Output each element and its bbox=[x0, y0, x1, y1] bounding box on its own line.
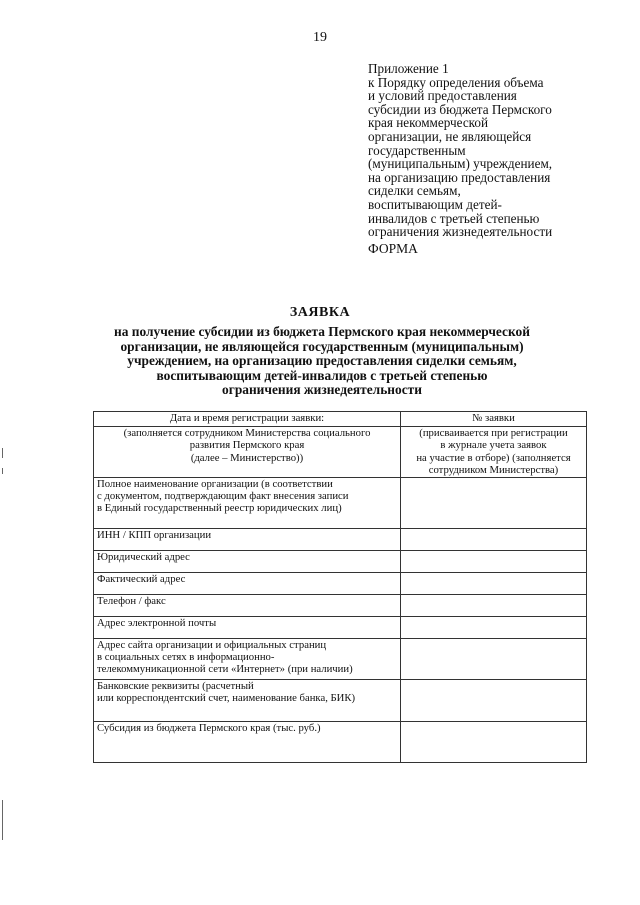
table-row bbox=[94, 638, 587, 679]
table-row bbox=[94, 528, 587, 550]
email-label: Адрес электронной почты bbox=[94, 616, 401, 638]
actual-address-field[interactable] bbox=[401, 572, 587, 594]
label-line: Адрес сайта организации и официальных страниц bbox=[97, 638, 327, 651]
label-line: в Единый государственный реестр юридических лиц) bbox=[97, 502, 342, 515]
website-label bbox=[94, 638, 401, 679]
application-number-header: № заявки bbox=[401, 412, 587, 427]
appendix-line: государственным bbox=[368, 142, 466, 158]
appendix-block bbox=[368, 62, 618, 239]
phone-fax-label: Телефон / факс bbox=[94, 594, 401, 616]
appendix-line: на организацию предоставления bbox=[368, 169, 551, 185]
note-line: на участие в отборе) (заполняется bbox=[416, 451, 571, 464]
subtitle-line: учреждением, на организацию предоставления сиделки семьям, bbox=[127, 353, 517, 369]
subtitle-line: воспитывающим детей-инвалидов с третьей степенью bbox=[156, 367, 488, 383]
phone-fax-field[interactable] bbox=[401, 594, 587, 616]
table-row bbox=[94, 477, 587, 528]
bank-details-field[interactable] bbox=[401, 679, 587, 721]
appendix-line: инвалидов с третьей степенью bbox=[368, 210, 540, 226]
note-line: (присваивается при регистрации bbox=[419, 427, 568, 439]
table-row bbox=[94, 679, 587, 721]
appendix-line: воспитывающим детей- bbox=[368, 196, 502, 212]
table-row bbox=[94, 721, 587, 762]
website-field[interactable] bbox=[401, 638, 587, 679]
org-name-field[interactable] bbox=[401, 477, 587, 528]
appendix-line: ограничения жизнедеятельности bbox=[368, 224, 553, 240]
note-line: сотрудником Министерства) bbox=[428, 464, 559, 477]
inn-kpp-field[interactable] bbox=[401, 528, 587, 550]
appendix-line: и условий предоставления bbox=[368, 88, 517, 104]
appendix-line: сиделки семьям, bbox=[368, 183, 461, 199]
legal-address-field[interactable] bbox=[401, 550, 587, 572]
table-row bbox=[94, 550, 587, 572]
org-name-label bbox=[94, 477, 401, 528]
scan-margin-mark bbox=[2, 448, 3, 458]
application-form-table bbox=[93, 411, 587, 763]
label-line: с документом, подтверждающим факт внесения записи bbox=[97, 490, 349, 503]
appendix-line: организации, не являющейся bbox=[368, 128, 532, 144]
subsidy-label: Субсидия из бюджета Пермского края (тыс. руб.) bbox=[94, 721, 401, 762]
subtitle-line: на получение субсидии из бюджета Пермского края некоммерческой bbox=[114, 324, 530, 339]
note-line: (заполняется сотрудником Министерства социального bbox=[123, 427, 371, 439]
subsidy-field[interactable] bbox=[401, 721, 587, 762]
registration-note[interactable] bbox=[94, 427, 401, 478]
application-number-note[interactable] bbox=[401, 427, 587, 478]
appendix-line: субсидии из бюджета Пермского bbox=[368, 101, 552, 117]
forma-label: ФОРМА bbox=[368, 241, 418, 256]
label-line: Банковские реквизиты (расчетный bbox=[97, 679, 254, 692]
table-header-row bbox=[94, 412, 587, 427]
note-line: развития Пермского края bbox=[189, 439, 305, 452]
table-note-row bbox=[94, 427, 587, 478]
document-subtitle bbox=[80, 325, 564, 398]
label-line: Полное наименование организации (в соответствии bbox=[97, 477, 333, 490]
note-line: (далее – Министерство)) bbox=[190, 451, 304, 464]
bank-details-label bbox=[94, 679, 401, 721]
appendix-line: Приложение 1 bbox=[368, 61, 449, 76]
email-field[interactable] bbox=[401, 616, 587, 638]
label-line: в социальных сетях в информационно- bbox=[97, 651, 275, 664]
subtitle-line: организации, не являющейся государственным (муниципальным) bbox=[120, 338, 524, 354]
registration-datetime-header: Дата и время регистрации заявки: bbox=[94, 412, 401, 427]
appendix-line: к Порядку определения объема bbox=[368, 74, 544, 90]
appendix-line: края некоммерческой bbox=[368, 115, 489, 131]
subtitle-line: ограничения жизнедеятельности bbox=[222, 382, 422, 398]
table-row bbox=[94, 616, 587, 638]
legal-address-label: Юридический адрес bbox=[94, 550, 401, 572]
appendix-line: (муниципальным) учреждением, bbox=[368, 156, 553, 172]
inn-kpp-label: ИНН / КПП организации bbox=[94, 528, 401, 550]
note-line: в журнале учета заявок bbox=[440, 439, 547, 452]
page-number: 19 bbox=[313, 30, 327, 45]
scan-margin-mark bbox=[2, 468, 3, 474]
label-line: или корреспондентский счет, наименование банка, БИК) bbox=[97, 692, 356, 705]
table-row bbox=[94, 594, 587, 616]
document-title: ЗАЯВКА bbox=[289, 305, 351, 320]
label-line: телекоммуникационной сети «Интернет» (при наличии) bbox=[97, 663, 353, 676]
actual-address-label: Фактический адрес bbox=[94, 572, 401, 594]
scan-margin-mark bbox=[2, 800, 3, 840]
table-row bbox=[94, 572, 587, 594]
